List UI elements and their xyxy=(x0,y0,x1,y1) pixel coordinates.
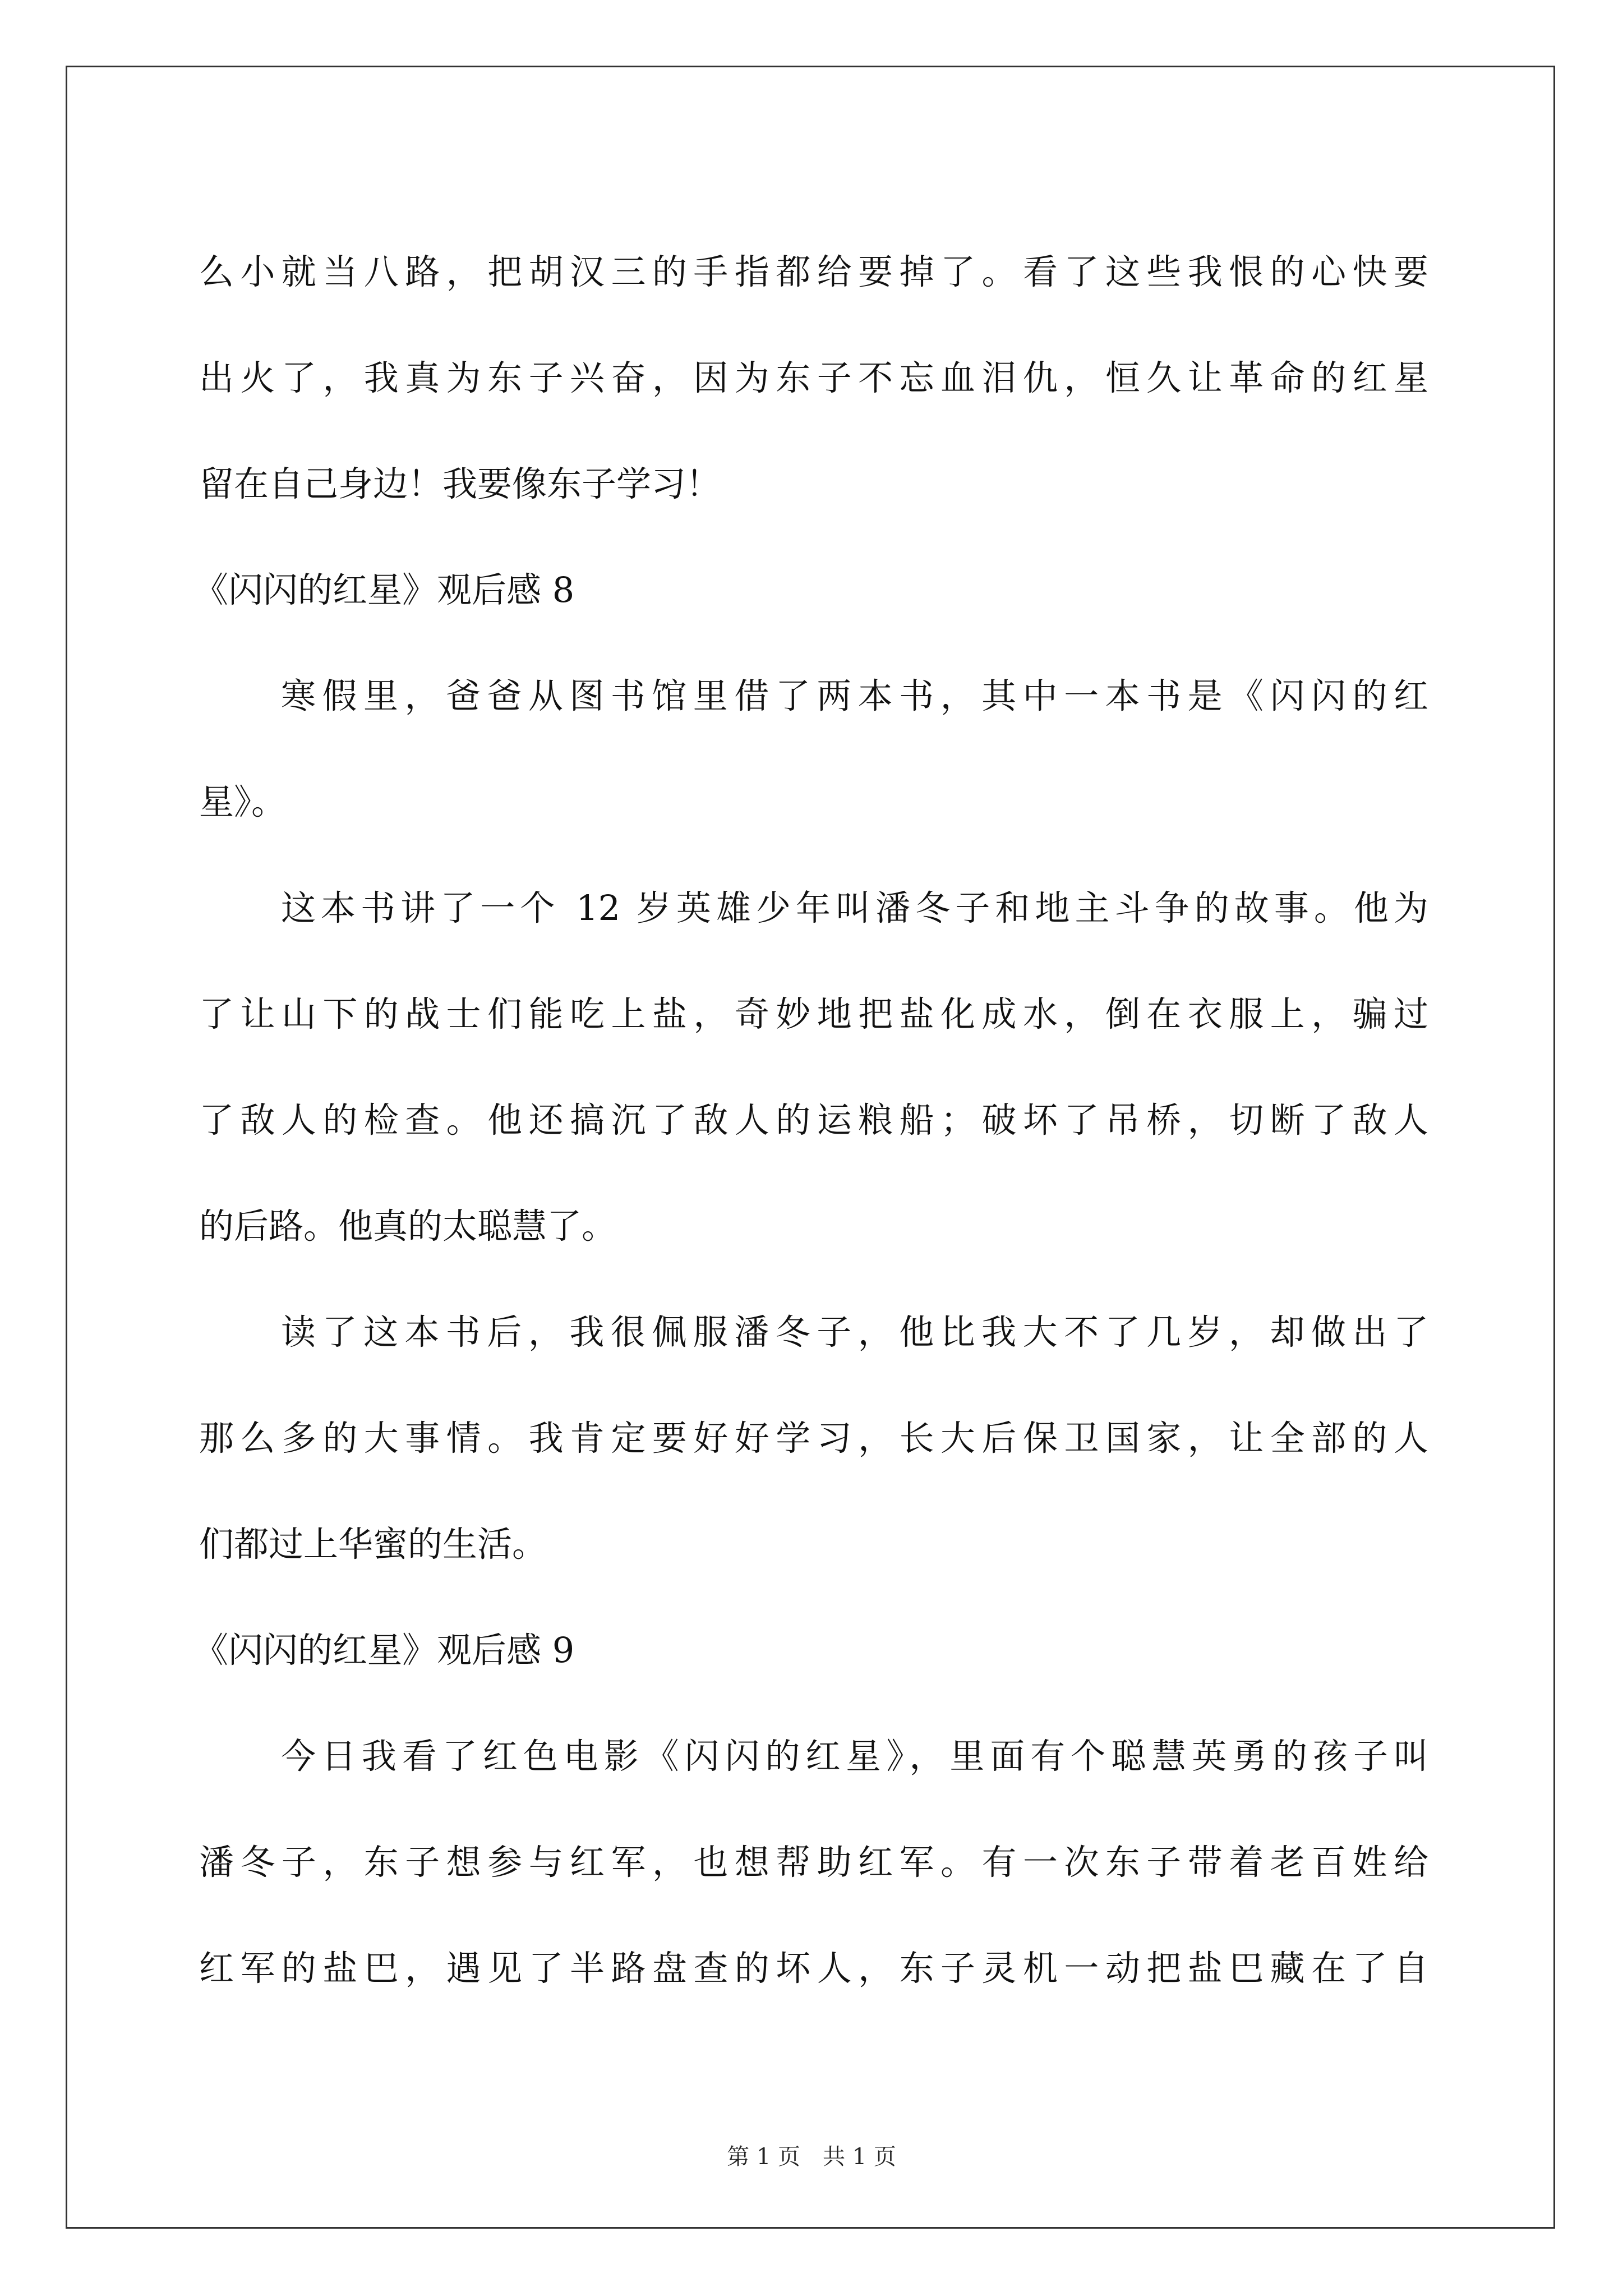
text-line: 红军的盐巴，遇见了半路盘查的坏人，东子灵机一动把盐巴藏在了自 xyxy=(199,1948,1428,1989)
page-footer: 第 1 页 共 1 页 xyxy=(727,2144,896,2170)
text-line: 那么多的大事情。我肯定要好好学习，长大后保卫国家，让全部的人 xyxy=(199,1418,1428,1458)
section-heading: 《闪闪的红星》观后感 9 xyxy=(193,1630,575,1671)
text-line: 么小就当八路，把胡汉三的手指都给要掉了。看了这些我恨的心快要 xyxy=(199,251,1428,292)
text-line: 潘冬子，东子想参与红军，也想帮助红军。有一次东子带着老百姓给 xyxy=(199,1842,1428,1883)
text-line: 出火了，我真为东子兴奋，因为东子不忘血泪仇，恒久让革命的红星 xyxy=(199,357,1428,398)
text-line: 留在自己身边！我要像东子学习！ xyxy=(199,463,721,504)
text-line: 了让山下的战士们能吃上盐，奇妙地把盐化成水，倒在衣服上，骗过 xyxy=(199,993,1428,1034)
text-line: 们都过上华蜜的生活。 xyxy=(199,1524,547,1565)
text-line: 星》。 xyxy=(199,781,287,822)
document-body xyxy=(193,219,1428,2021)
section-heading: 《闪闪的红星》观后感 8 xyxy=(193,569,575,610)
text-line: 了敌人的检查。他还搞沉了敌人的运粮船；破坏了吊桥，切断了敌人 xyxy=(199,1099,1428,1140)
text-line: 的后路。他真的太聪慧了。 xyxy=(199,1205,617,1246)
text-line: 今日我看了红色电影《闪闪的红星》，里面有个聪慧英勇的孩子叫 xyxy=(281,1736,1428,1777)
text-line: 寒假里，爸爸从图书馆里借了两本书，其中一本书是《闪闪的红 xyxy=(281,675,1428,716)
text-line: 这本书讲了一个 12 岁英雄少年叫潘冬子和地主斗争的故事。他为 xyxy=(281,887,1428,928)
text-line: 读了这本书后，我很佩服潘冬子，他比我大不了几岁，却做出了 xyxy=(281,1312,1428,1352)
